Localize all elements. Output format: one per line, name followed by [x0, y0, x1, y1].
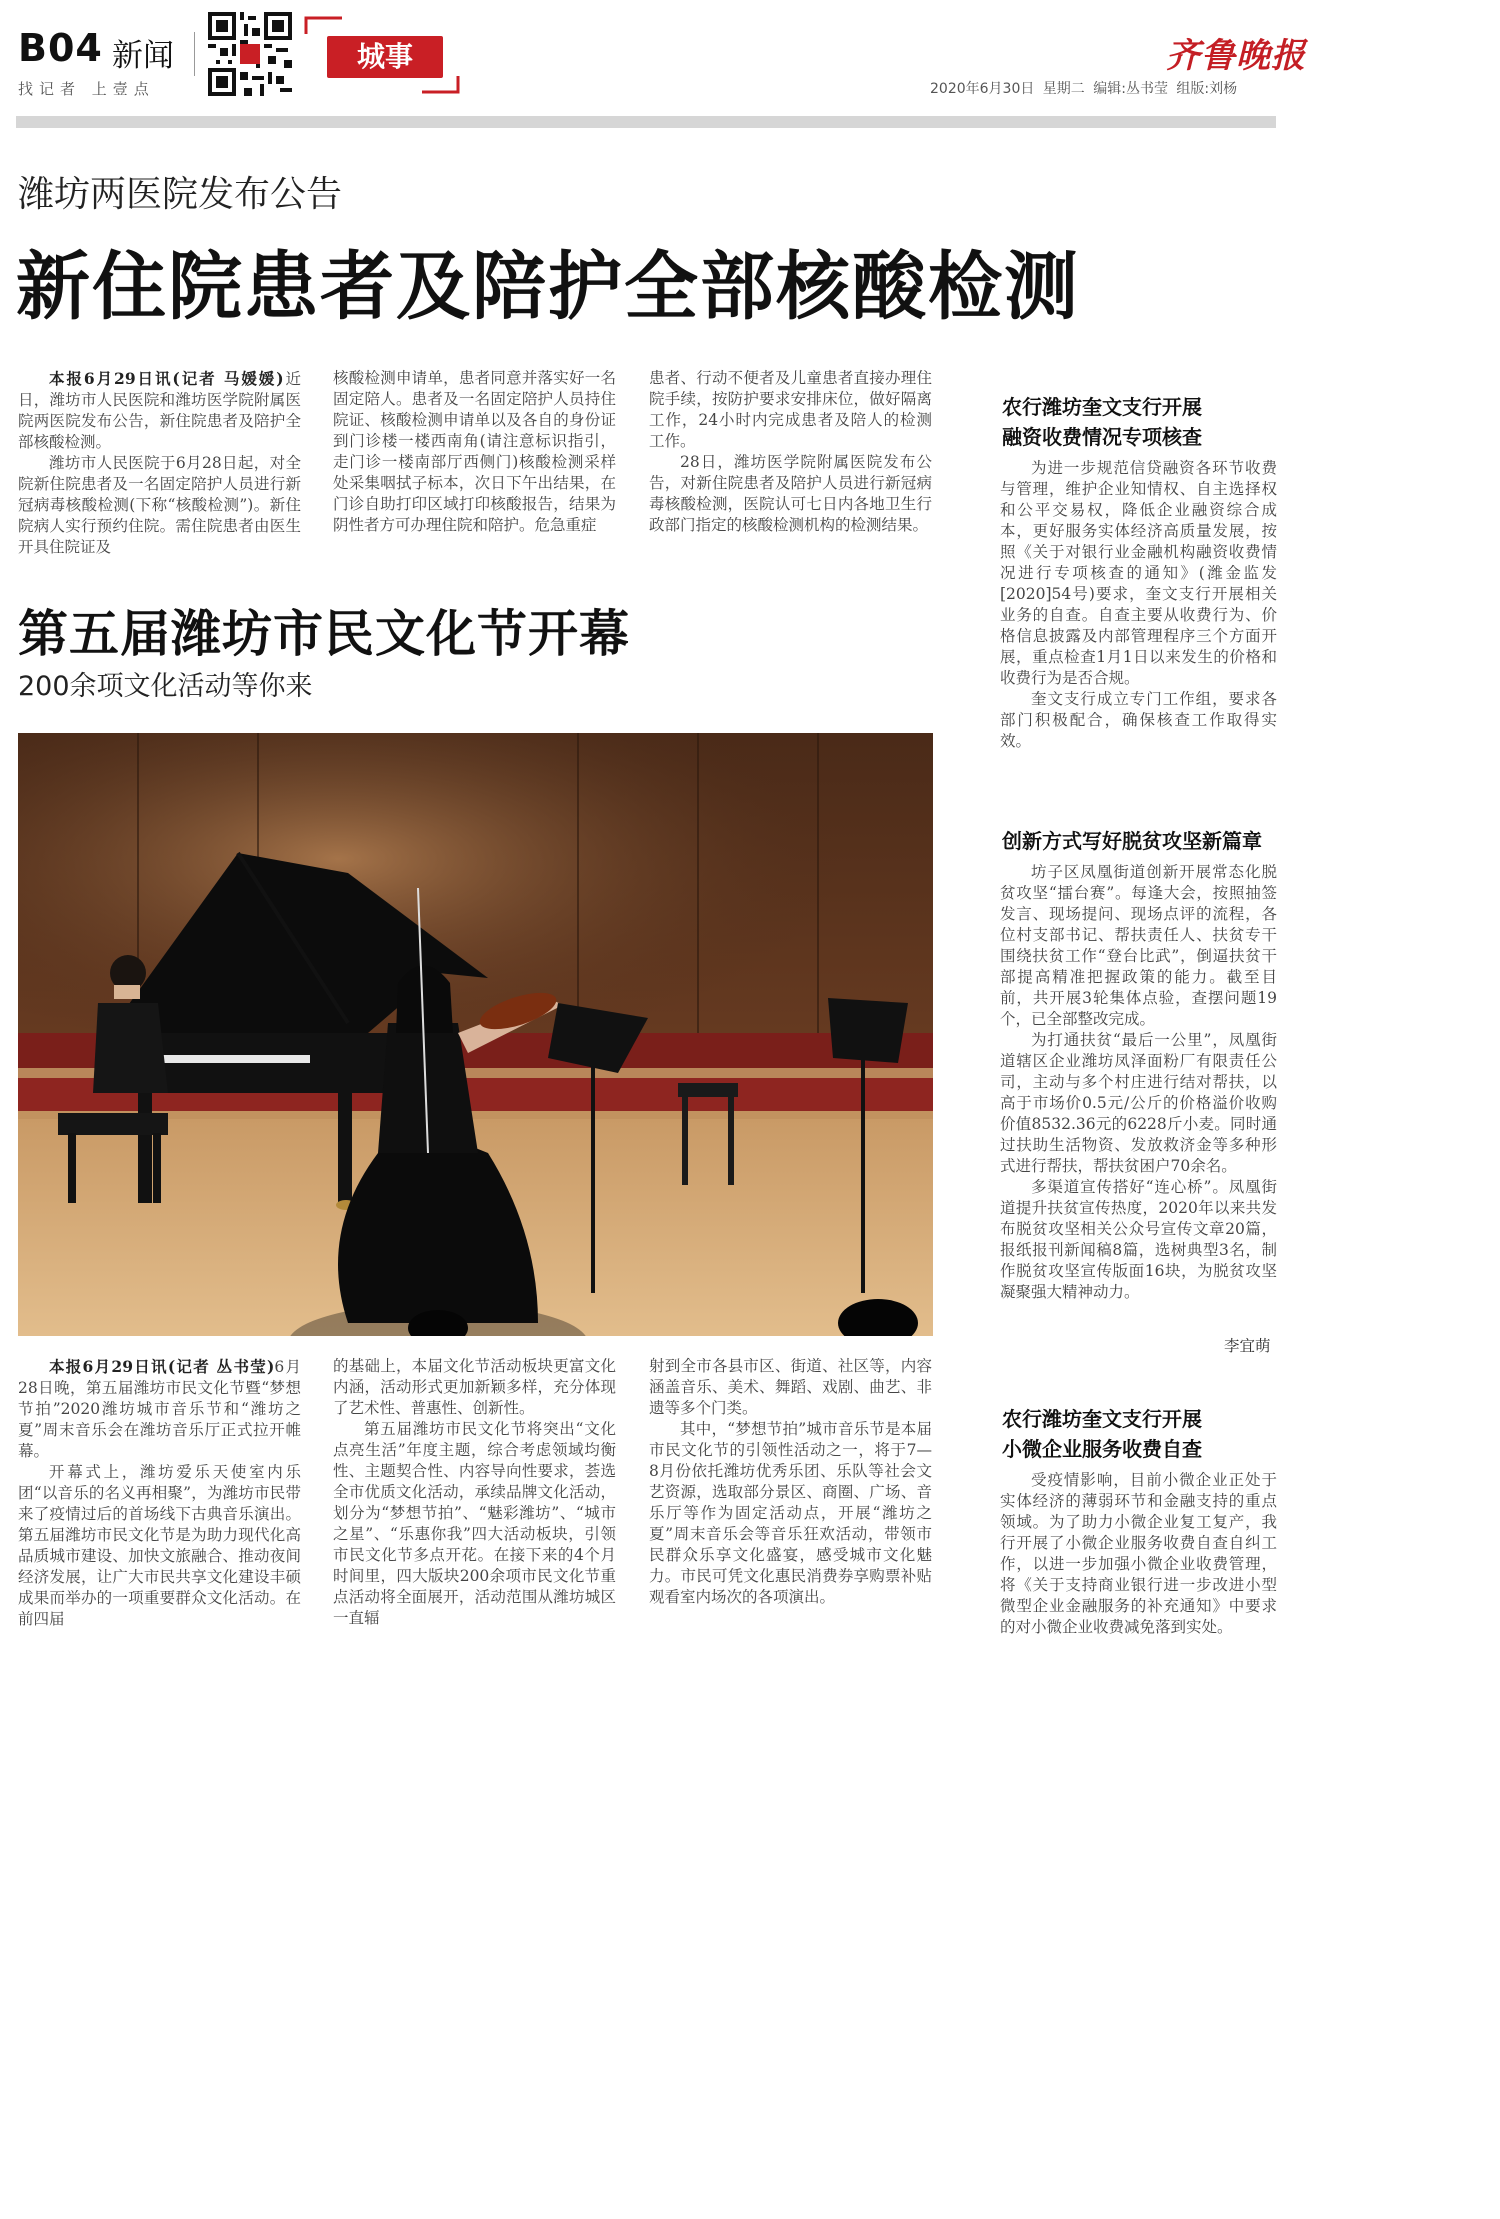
newspaper-logo: 齐鲁晚报 [1166, 36, 1306, 76]
sidebar-article3-body [1000, 1470, 1277, 1638]
story2-column-1 [18, 1356, 301, 1630]
sidebar-paragraph: 多渠道宣传搭好“连心桥”。凤凰街道提升扶贫宣传热度，2020年以来共发布脱贫攻坚相关公众号宣传文章20篇，报纸报刊新闻稿8篇，选树典型3名，制作脱贫攻坚宣传版面16块，为脱贫攻坚凝聚强大精神动力。 [1000, 1178, 1277, 1301]
story1-paragraph: 患者、行动不便者及儿童患者直接办理住院手续，按防护要求安排床位，做好隔离工作，24小时内完成患者及陪人的检测工作。 [649, 369, 932, 450]
story1-paragraph: 核酸检测申请单，患者同意并落实好一名固定陪人。患者及一名固定陪护人员持住院证、核酸检测申请单以及各自的身份证到门诊楼一楼西南角(请注意标识指引，走门诊一楼南部厅西侧门)核酸检测采样处采集咽拭子标本，次日下午出结果，在门诊自助打印区域打印核酸报告，结果为阴性者方可办理住院和陪护。危急重症 [333, 369, 616, 534]
section-name: 新闻 [112, 38, 174, 74]
story2-paragraph: 其中，“梦想节拍”城市音乐节是本届市民文化节的引领性活动之一，将于7—8月份依托潍坊优秀乐团、乐队等社会文艺资源，选取部分景区、商圈、广场、音乐厅等作为固定活动点，开展“潍坊之夏”周末音乐会等音乐狂欢活动，带领市民群众乐享文化盛宴，感受城市文化魅力。市民可凭文化惠民消费券享购票补贴观看室内场次的各项演出。 [649, 1420, 932, 1606]
story2-paragraph: 射到全市各县市区、街道、社区等，内容涵盖音乐、美术、舞蹈、戏剧、曲艺、非遗等多个门类。 [649, 1357, 932, 1417]
story1-column-1 [18, 368, 301, 558]
story2-column-3 [649, 1356, 932, 1608]
story1-paragraph: 潍坊市人民医院于6月28日起，对全院新住院患者及一名固定陪护人员进行新冠病毒核酸检测(下称“核酸检测”)。新住院病人实行预约住院。需住院患者由医生开具住院证及 [18, 454, 301, 556]
story1-lead: 本报6月29日讯(记者 马媛媛) [49, 369, 284, 388]
sidebar-article2-body [1000, 862, 1277, 1303]
sidebar-article2-byline: 李宜萌 [1224, 1337, 1271, 1355]
story1-column-2 [333, 368, 616, 536]
story2-paragraph: 6月28日晚，第五届潍坊市民文化节暨“梦想节拍”2020潍坊城市音乐节和“潍坊之夏”周末音乐会在潍坊音乐厅正式拉开帷幕。 [18, 1358, 301, 1460]
page-number: B04 [18, 26, 103, 70]
sidebar-paragraph: 坊子区凤凰街道创新开展常态化脱贫攻坚“擂台赛”。每逢大会，按照抽签发言、现场提问、现场点评的流程，各位村支部书记、帮扶责任人、扶贫专干围绕扶贫工作“登台比武”，倒逼扶贫干部提高精准把握政策的能力。截至目前，共开展3轮集体点验，查摆问题19个，已全部整改完成。 [1000, 863, 1277, 1028]
dateline: 2020年6月30日 星期二 编辑:丛书莹 组版:刘杨 [930, 81, 1238, 97]
section-tag: 城事 [327, 36, 443, 78]
hotline-label: 找记者 上壹点 [18, 80, 155, 98]
sidebar-paragraph: 奎文支行成立专门工作组，要求各部门积极配合，确保核查工作取得实效。 [1000, 690, 1277, 750]
sidebar-paragraph: 为进一步规范信贷融资各环节收费与管理，维护企业知情权、自主选择权和公平交易权，降低企业融资综合成本，更好服务实体经济高质量发展，按照《关于对银行业金融机构融资收费情况进行专项核查的通知》(潍金监发[2020]54号)要求，奎文支行开展相关业务的自查。自查主要从收费行为、价格信息披露及内部管理程序三个方面开展，重点检查1月1日以来发生的价格和收费行为是否合规。 [1000, 459, 1277, 687]
story1-column-3 [649, 368, 932, 536]
sidebar-title-line: 融资收费情况专项核查 [1002, 425, 1202, 449]
sidebar-paragraph: 为打通扶贫“最后一公里”，凤凰街道辖区企业潍坊凤泽面粉厂有限责任公司，主动与多个村庄进行结对帮扶，以高于市场价0.5元/公斤的价格溢价收购价值8532.36元的6228斤小麦。同时通过扶助生活物资、发放救济金等多种形式进行帮扶，帮扶贫困户70余名。 [1000, 1031, 1277, 1175]
concert-photo [18, 733, 933, 1336]
sidebar-title-line: 农行潍坊奎文支行开展 [1002, 1407, 1202, 1431]
story2-paragraph: 开幕式上，潍坊爱乐天使室内乐团“以音乐的名义再相聚”，为潍坊市民带来了疫情过后的首场线下古典音乐演出。第五届潍坊市民文化节是为助力现代化高品质城市建设、加快文旅融合、推动夜间经济发展，让广大市民共享文化建设丰硕成果而举办的一项重要群众文化活动。在前四届 [18, 1463, 301, 1628]
story2-lead: 本报6月29日讯(记者 丛书莹) [49, 1357, 275, 1376]
sidebar-title-line: 小微企业服务收费自查 [1002, 1437, 1202, 1461]
masthead-divider [194, 32, 195, 76]
story1-paragraph: 28日，潍坊医学院附属医院发布公告，对新住院患者及陪护人员进行新冠病毒核酸检测，医院认可七日内各地卫生行政部门指定的核酸检测机构的检测结果。 [649, 453, 932, 534]
sidebar-article1-body [1000, 458, 1277, 752]
story2-paragraph: 第五届潍坊市民文化节将突出“文化点亮生活”年度主题，综合考虑领域均衡性、主题契合性、内容导向性要求，荟选全市优质文化活动，承续品牌文化活动，划分为“梦想节拍”、“魅彩潍坊”、“城市之星”、“乐惠你我”四大活动板块，引领市民文化节多点开花。在接下来的4个月时间里，四大版块200余项市民文化节重点活动将全面展开，活动范围从潍坊城区一直辐 [333, 1420, 616, 1627]
qr-code-icon[interactable] [208, 12, 292, 96]
sidebar-article1-title [1002, 392, 1202, 452]
sidebar-article2-title: 创新方式写好脱贫攻坚新篇章 [1002, 829, 1262, 853]
story1-kicker: 潍坊两医院发布公告 [18, 174, 343, 215]
sidebar-paragraph: 受疫情影响，目前小微企业正处于实体经济的薄弱环节和金融支持的重点领域。为了助力小微企业复工复产，我行开展了小微企业服务收费自查自纠工作，以进一步加强小微企业收费管理，将《关于支持商业银行进一步改进小型微型企业金融服务的补充通知》中要求的对小微企业收费减免落到实处。 [1000, 1471, 1277, 1636]
story1-headline: 新住院患者及陪护全部核酸检测 [16, 244, 1080, 330]
story2-headline: 第五届潍坊市民文化节开幕 [18, 605, 630, 663]
masthead-rule [16, 116, 1276, 128]
sidebar-article3-title [1002, 1404, 1202, 1464]
story2-paragraph: 的基础上，本届文化节活动板块更富文化内涵，活动形式更加新颖多样，充分体现了艺术性、普惠性、创新性。 [333, 1357, 616, 1417]
story1-paragraph: 近日，潍坊市人民医院和潍坊医学院附属医院两医院发布公告，新住院患者及陪护全部核酸检测。 [18, 370, 301, 451]
sidebar-title-line: 农行潍坊奎文支行开展 [1002, 395, 1202, 419]
story2-column-2 [333, 1356, 616, 1629]
story2-subhead: 200余项文化活动等你来 [18, 671, 313, 702]
